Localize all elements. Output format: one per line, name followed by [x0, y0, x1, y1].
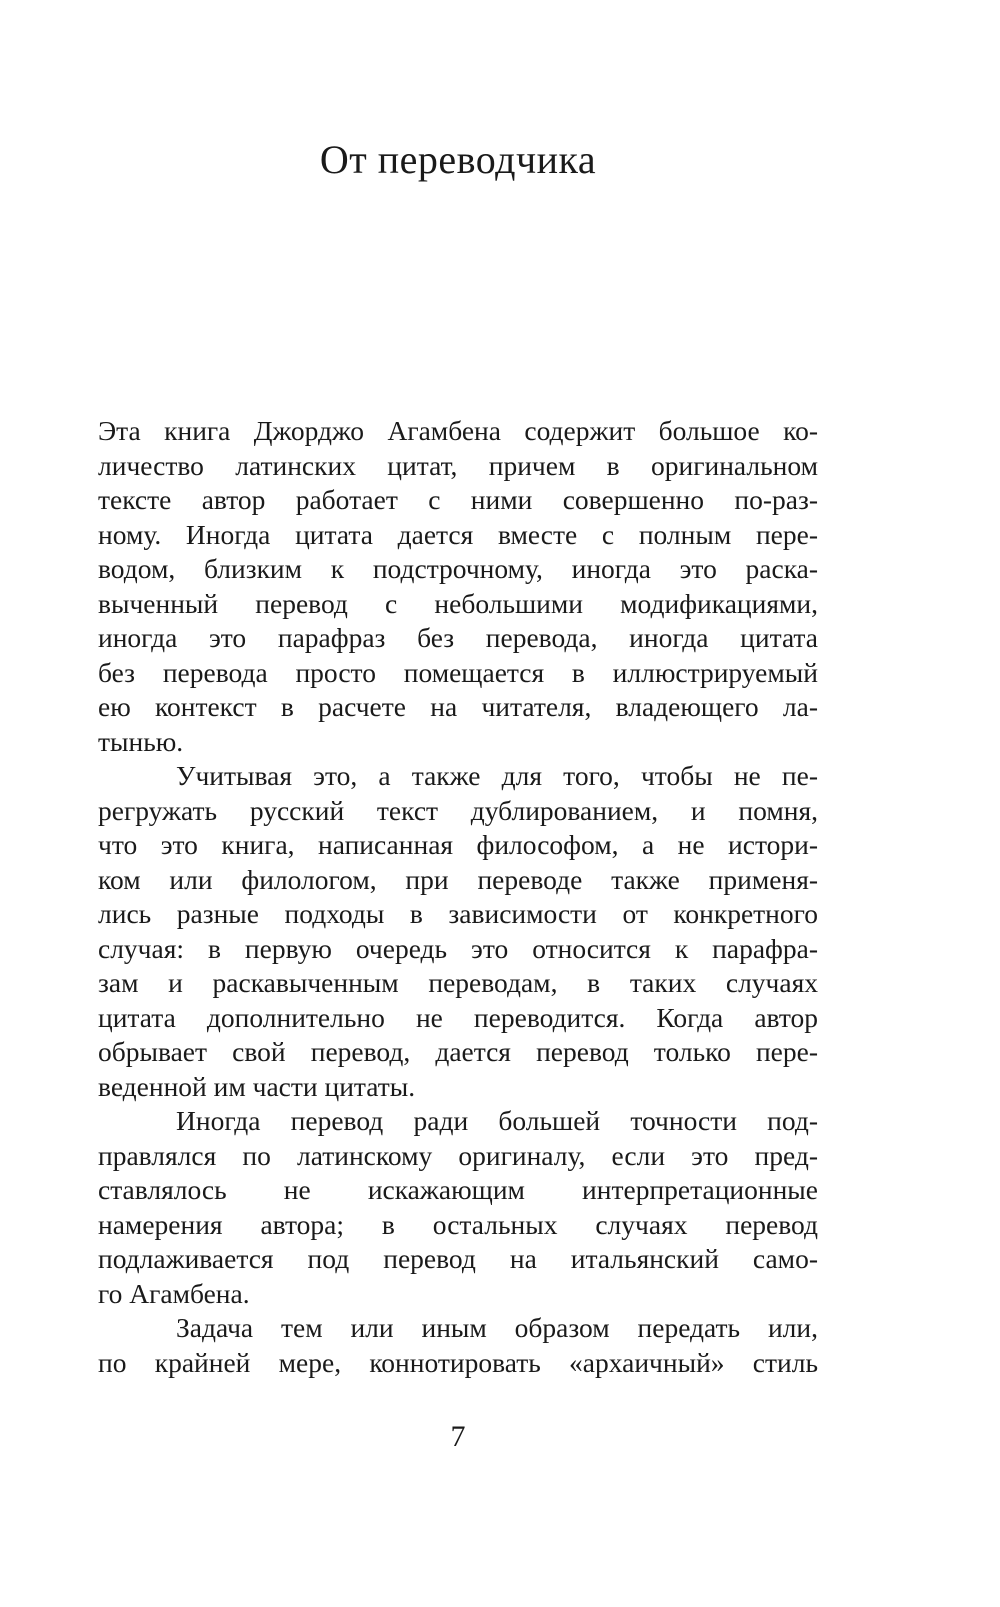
text-line: веденной им части цитаты. [98, 1070, 416, 1102]
text-line: ному. Иногда цитата дается вместе с полным пере- [98, 518, 818, 550]
text-line: ставлялось не искажающим интерпретационные [98, 1174, 818, 1205]
text-line: тынью. [98, 725, 184, 757]
text-line: ею контекст в расчете на читателя, владеющего ла- [98, 691, 818, 722]
text-line: что это книга, написанная философом, а не истори- [98, 829, 818, 860]
text-line: регружать русский текст дублированием, и помня, [98, 794, 818, 826]
text-line: правлялся по латинскому оригиналу, если это пред- [98, 1139, 818, 1171]
paragraph [98, 1311, 818, 1380]
text-line: цитата дополнительно не переводится. Когда автор [98, 1001, 818, 1033]
text-line: по крайней мере, коннотировать «архаичный» стиль [98, 1346, 818, 1378]
text-line: без перевода просто помещается в иллюстрируемый [98, 656, 818, 688]
text-line: тексте автор работает с ними совершенно по-раз- [98, 484, 818, 515]
text-line: подлаживается под перевод на итальянский само- [98, 1243, 818, 1274]
text-line: личество латинских цитат, причем в оригинальном [98, 449, 818, 481]
paragraph [98, 759, 818, 1104]
text-line: лись разные подходы в зависимости от конкретного [98, 898, 818, 929]
text-line: обрывает свой перевод, дается перевод только пере- [98, 1036, 818, 1067]
body-text [98, 414, 818, 1380]
text-line: намерения автора; в остальных случаях перевод [98, 1208, 818, 1240]
text-line: го Агамбена. [98, 1277, 250, 1309]
text-line: случая: в первую очередь это относится к парафра- [98, 932, 818, 964]
paragraph [98, 414, 818, 759]
text-line: зам и раскавыченным переводам, в таких случаях [98, 967, 818, 998]
text-line: Учитывая это, а также для того, чтобы не пе- [176, 760, 818, 791]
text-line: выченный перевод с небольшими модификациями, [98, 587, 818, 619]
page-number: 7 [450, 1420, 466, 1453]
paragraph [98, 1104, 818, 1311]
text-line: иногда это парафраз без перевода, иногда цитата [98, 622, 818, 653]
text-line: Эта книга Джорджо Агамбена содержит большое ко- [98, 415, 818, 446]
text-line: Задача тем или иным образом передать или, [176, 1312, 818, 1343]
text-line: ком или филологом, при переводе также применя- [98, 863, 818, 895]
page-title: От переводчика [319, 137, 597, 182]
text-line: Иногда перевод ради большей точности под- [176, 1105, 818, 1136]
text-line: водом, близким к подстрочному, иногда это раска- [98, 553, 818, 584]
